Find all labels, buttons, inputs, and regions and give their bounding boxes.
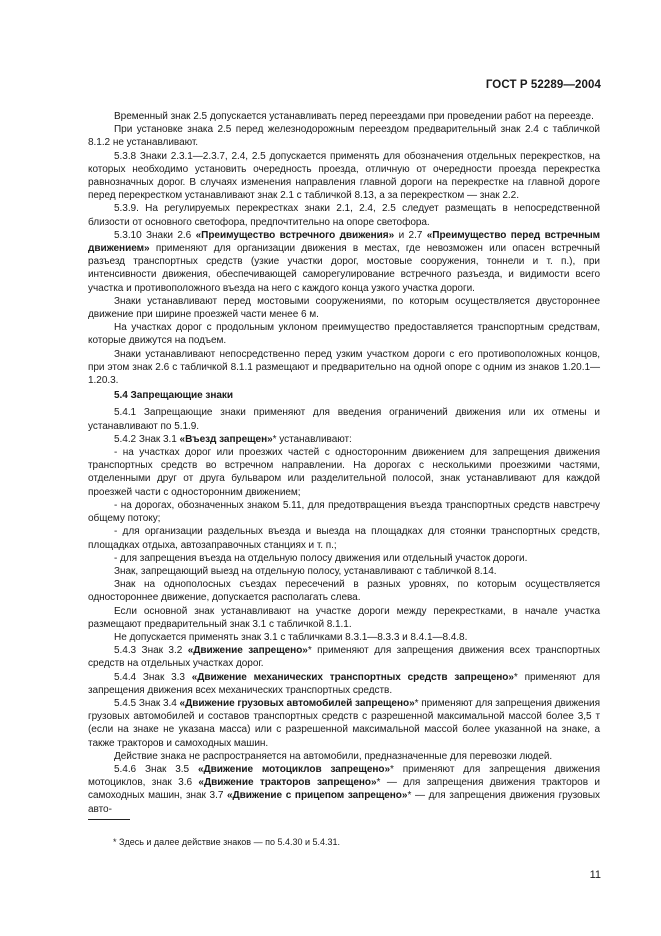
text: и 2.7 <box>394 229 427 241</box>
sign-name: «Преимущество перед встречным движением» <box>88 229 600 255</box>
paragraph: На участках дорог с продольным уклоном преимущество предоставляется транспортным средствам, которые движутся на подъем. <box>88 322 600 347</box>
paragraph: 5.3.8 Знаки 2.3.1—2.3.7, 2.4, 2.5 допускается применять для обозначения отдельных перекрестков, на которых необходимо установить очередность проезда, отличную от очередности проезда перекрестка равнозначных дорог. В случаях изменения направления главной дороги на перекрестке на главной дороге перед перекрестком устанавливают знак 2.1 с табличкой 8.13, а за перекрестком — знак 2.2. <box>88 150 600 202</box>
sign-name: «Движение грузовых автомобилей запрещено» <box>179 697 415 709</box>
paragraph: Не допускается применять знак 3.1 с табличками 8.3.1—8.3.3 и 8.4.1—8.4.8. <box>114 631 468 643</box>
paragraph: Знаки устанавливают перед мостовыми сооружениями, по которым осуществляется двустороннее движение при ширине проезжей части менее 6 м. <box>88 295 600 321</box>
list-item: - для организации раздельных въезда и выезда на площадках для стоянки транспортных средств, площадках отдыха, автозаправочных станциях и т. п.; <box>88 526 600 551</box>
text: 5.4.5 Знак 3.4 <box>114 697 180 709</box>
sign-name: «Въезд запрещен» <box>179 433 273 445</box>
paragraph: Знак на однополосных съездах пересечений в разных уровнях, по которым осуществляется одностороннее движение, допускается располагать слева. <box>88 579 600 604</box>
list-item: - на дорогах, обозначенных знаком 5.11, для предотвращения въезда транспортных средств навстречу общему потоку; <box>88 499 600 525</box>
footnote-divider <box>88 819 130 820</box>
paragraph: 5.4.1 Запрещающие знаки применяют для введения ограничений движения или их отмены и устанавливают по 5.1.9. <box>88 407 600 432</box>
text: 5.4.4 Знак 3.3 <box>114 671 192 683</box>
text: 5.4.3 Знак 3.2 <box>114 645 188 657</box>
document-body <box>88 107 600 816</box>
footnote: * Здесь и далее действие знаков — по 5.4.30 и 5.4.31. <box>113 837 341 847</box>
text: применяют для организации движения в местах, где невозможен или опасен встречный разъезд транспортных средств (узкие участки дорог, мостовые сооружения, тоннели и т. п.), при интенсивности движения, обеспечивающей саморегулирование встречного разъезда, и видимости всего участка и противоположного въезда на него с каждого конца узкого участка дороги. <box>88 243 600 294</box>
sign-name: «Движение мотоциклов запрещено» <box>197 763 391 775</box>
text: 5.3.10 Знаки 2.6 <box>114 229 196 241</box>
text: * применяют для запрещения движения грузовых автомобилей и составов транспортных средств с разрешенной максимальной массой более 3,5 т (если на знаке не указана масса) или с разрешенной максимальной массой более указанной на знаке, а также тракторов и самоходных машин. <box>88 697 601 749</box>
paragraph <box>88 671 600 697</box>
text: * применяют для запрещения движения мотоциклов, знак 3.6 <box>88 763 600 789</box>
text: * применяют для запрещения движения всех механических транспортных средств. <box>88 671 600 696</box>
paragraph: Действие знака не распространяется на автомобили, предназначенные для перевозки людей. <box>114 750 553 762</box>
paragraph: Временный знак 2.5 допускается устанавливать перед переездами при проведении работ на переезде. <box>114 111 594 122</box>
sign-name: «Движение запрещено» <box>187 645 308 657</box>
section-heading: 5.4 Запрещающие знаки <box>114 390 234 402</box>
paragraph <box>88 433 600 446</box>
text: * применяют для запрещения движения всех транспортных средств на отдельных участках дорог. <box>88 645 600 670</box>
list-item: - на участках дорог или проезжих частей с односторонним движением для запрещения движения транспортных средств во встречном направлении. На дорогах с несколькими проезжими частями, отделенными друг от друга бульваром или разделительной полосой, знак устанавливают для каждой проезжей части с односторонним движением; <box>88 447 600 498</box>
sign-name: «Движение механических транспортных средств запрещено» <box>191 671 514 683</box>
paragraph: Знак, запрещающий выезд на отдельную полосу, устанавливают с табличкой 8.14. <box>114 565 497 577</box>
paragraph <box>88 697 600 750</box>
text: * — для запрещения движения грузовых авто- <box>88 790 600 815</box>
paragraph: Знаки устанавливают непосредственно перед узким участком дороги с его противоположных концов, при этом знак 2.6 с табличкой 8.1.1 размещают и предварительно на одной опоре с одним из знаков 1.20.1—1.20.3. <box>88 348 600 387</box>
text: * — для запрещения движения тракторов и самоходных машин, знак 3.7 <box>88 777 600 802</box>
text: * устанавливают: <box>272 433 352 445</box>
sign-name: «Движение с прицепом запрещено» <box>227 790 408 802</box>
paragraph: 5.3.9. На регулируемых перекрестках знаки 2.1, 2.4, 2.5 следует размещать в непосредственной близости от основного светофора, предпочтительно на опоре светофора. <box>88 203 600 228</box>
paragraph <box>88 763 600 816</box>
paragraph <box>88 229 600 295</box>
text: 5.4.2 Знак 3.1 <box>114 433 180 445</box>
page-number: 11 <box>589 869 601 881</box>
paragraph <box>88 644 600 670</box>
document-header: ГОСТ Р 52289—2004 <box>485 79 601 91</box>
list-item: - для запрещения въезда на отдельную полосу движения или отдельный участок дороги. <box>114 552 528 564</box>
text: 5.4.6 Знак 3.5 <box>114 763 198 775</box>
sign-name: «Движение тракторов запрещено» <box>198 777 377 789</box>
paragraph: При установке знака 2.5 перед железнодорожным переездом предварительный знак 2.4 с табличкой 8.1.2 не устанавливают. <box>88 124 600 149</box>
paragraph: Если основной знак устанавливают на участке дороги между перекрестками, в начале участка размещают предварительный знак 3.1 с табличкой 8.1.1. <box>88 605 600 630</box>
sign-name: «Преимущество встречного движения» <box>195 229 395 241</box>
